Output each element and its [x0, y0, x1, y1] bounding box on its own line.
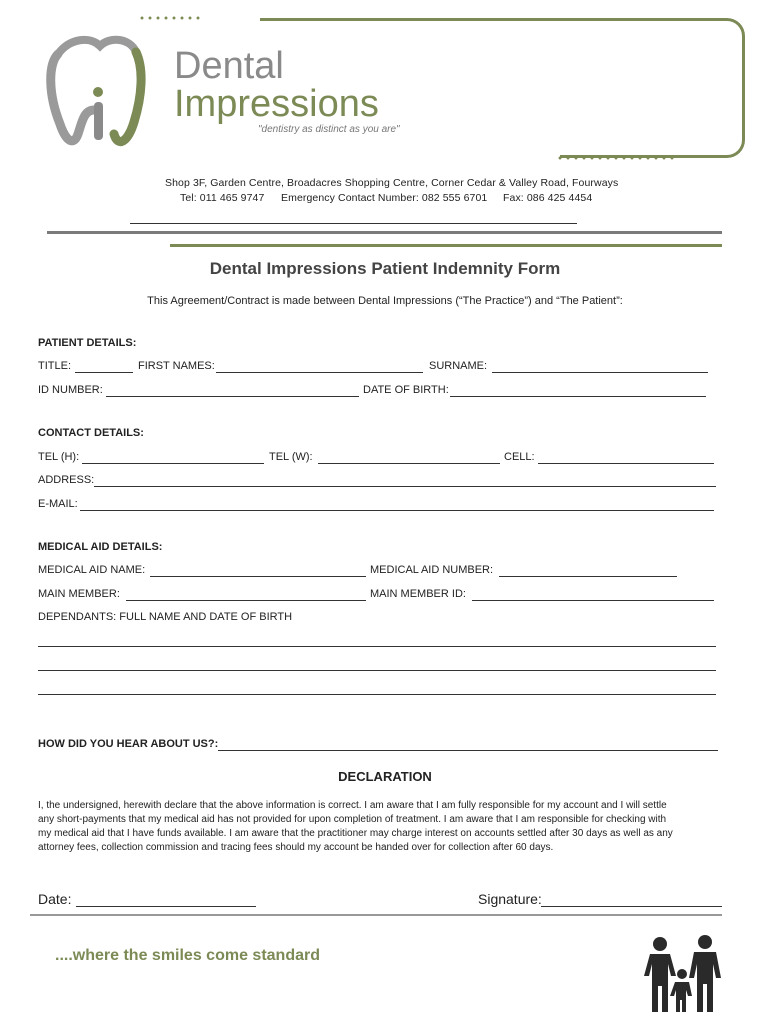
tooth-i-dot: [93, 87, 103, 97]
tooth-top-grey: [58, 40, 136, 54]
medical-aid-number-field[interactable]: [499, 576, 677, 577]
brand-name-line1: Dental: [174, 45, 284, 87]
tel-h-field[interactable]: [82, 463, 264, 464]
address-field[interactable]: [94, 486, 716, 487]
cell-field[interactable]: [538, 463, 714, 464]
brand-tagline: "dentistry as distinct as you are": [258, 124, 400, 135]
title-field[interactable]: [75, 372, 133, 373]
date-field[interactable]: [76, 906, 256, 907]
practice-tel: Tel: 011 465 9747: [180, 192, 265, 204]
practice-address: Shop 3F, Garden Centre, Broadacres Shopping Centre, Corner Cedar & Valley Road, Fourways: [165, 177, 619, 189]
first-names-field[interactable]: [216, 372, 423, 373]
surname-field[interactable]: [492, 372, 708, 373]
declaration-line: I, the undersigned, herewith declare that the above information is correct. I am aware that I am fully responsible for my account and I will settle: [38, 800, 667, 811]
id-number-label: ID NUMBER:: [38, 384, 103, 396]
hear-about-field[interactable]: [218, 750, 718, 751]
header-frame-mask: [200, 15, 260, 23]
tel-w-field[interactable]: [318, 463, 500, 464]
declaration-text: [38, 799, 728, 855]
tooth-logo-icon: [38, 24, 158, 154]
tel-w-label: TEL (W):: [269, 451, 313, 463]
contact-underline: [130, 223, 577, 224]
brand-name-line2: Impressions: [174, 83, 379, 125]
grey-rule: [47, 231, 722, 234]
first-names-label: FIRST NAMES:: [138, 360, 215, 372]
signature-label: Signature:: [478, 891, 542, 907]
signature-field[interactable]: [541, 906, 722, 907]
address-label: ADDRESS:: [38, 474, 95, 486]
practice-emergency: Emergency Contact Number: 082 555 6701: [281, 192, 488, 204]
email-label: E-MAIL:: [38, 498, 78, 510]
contact-details-heading: CONTACT DETAILS:: [38, 427, 144, 439]
declaration-line: any short-payments that my medical aid has not provided for upon completion of treatment. I am aware that I am responsible for checking with: [38, 814, 667, 825]
email-field[interactable]: [80, 510, 714, 511]
declaration-line: my medical aid that I have funds available. I am aware that the practitioner may charge interest on accounts settled after 30 days as well as any: [38, 828, 673, 839]
patient-details-heading: PATIENT DETAILS:: [38, 337, 137, 349]
title-label: TITLE:: [38, 360, 72, 372]
tooth-outline-grey: [51, 54, 94, 141]
bottom-dots-decoration: [556, 156, 676, 160]
hear-about-label: HOW DID YOU HEAR ABOUT US?:: [38, 738, 219, 750]
cell-label: CELL:: [504, 451, 535, 463]
date-label: Date:: [38, 891, 72, 907]
medical-aid-name-field[interactable]: [150, 576, 366, 577]
dependants-field-2[interactable]: [38, 670, 716, 671]
form-title: Dental Impressions Patient Indemnity Form: [209, 259, 561, 278]
id-number-field[interactable]: [106, 396, 359, 397]
footer-slogan: ....where the smiles come standard: [55, 947, 320, 964]
dependants-field-1[interactable]: [38, 646, 716, 647]
tel-h-label: TEL (H):: [38, 451, 80, 463]
main-member-label: MAIN MEMBER:: [38, 588, 120, 600]
tooth-i-stem: [94, 102, 103, 140]
declaration-heading: DECLARATION: [338, 769, 432, 784]
dob-field[interactable]: [450, 396, 706, 397]
green-rule: [170, 244, 722, 247]
medical-aid-number-label: MEDICAL AID NUMBER:: [370, 564, 494, 576]
dob-label: DATE OF BIRTH:: [363, 384, 449, 396]
main-member-id-field[interactable]: [472, 600, 714, 601]
header-frame-mask-bottom: [200, 152, 560, 160]
practice-fax: Fax: 086 425 4454: [503, 192, 593, 204]
medical-aid-heading: MEDICAL AID DETAILS:: [38, 541, 163, 553]
medical-aid-name-label: MEDICAL AID NAME:: [38, 564, 146, 576]
main-member-field[interactable]: [126, 600, 366, 601]
form-intro: This Agreement/Contract is made between Dental Impressions (“The Practice”) and “The Patient”:: [147, 295, 623, 307]
main-member-id-label: MAIN MEMBER ID:: [370, 588, 466, 600]
dependants-label: DEPENDANTS: FULL NAME AND DATE OF BIRTH: [38, 611, 293, 623]
declaration-line: attorney fees, collection commission and tracing fees should my account be handed over for collection after 60 days.: [38, 842, 554, 853]
family-icon: [644, 932, 724, 1014]
footer-rule: [30, 914, 722, 916]
tooth-outline-green: [114, 52, 141, 142]
surname-label: SURNAME:: [429, 360, 488, 372]
dependants-field-3[interactable]: [38, 694, 716, 695]
